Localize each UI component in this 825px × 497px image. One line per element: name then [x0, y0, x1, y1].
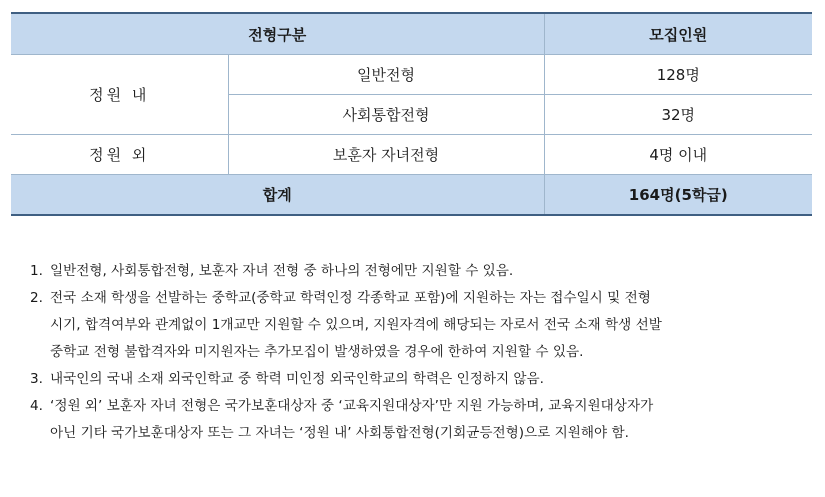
table-row — [11, 135, 812, 175]
header-count: 모집인원 — [544, 13, 812, 55]
note-number: 3. — [30, 371, 43, 387]
note-item — [30, 285, 820, 366]
group-label-outside-quota: 정원 외 — [11, 135, 228, 175]
note-line: 내국인의 국내 소재 외국인학교 중 학력 미인정 외국인학교의 학력은 인정하지 않음. — [50, 371, 545, 387]
header-category: 전형구분 — [11, 13, 544, 55]
notes-list — [30, 258, 820, 447]
table-total-row — [11, 175, 812, 216]
admission-type: 일반전형 — [228, 55, 544, 95]
total-label: 합계 — [11, 175, 544, 216]
table-header-row — [11, 13, 812, 55]
admission-type: 사회통합전형 — [228, 95, 544, 135]
note-line: 중학교 전형 불합격자와 미지원자는 추가모집이 발생하였을 경우에 한하여 지원할 수 있음. — [50, 344, 584, 360]
admission-count: 128명 — [544, 55, 812, 95]
group-label-inside-quota: 정원 내 — [11, 55, 228, 135]
note-text — [50, 366, 820, 393]
table-row — [11, 55, 812, 95]
admission-count: 32명 — [544, 95, 812, 135]
note-line: 아닌 기타 국가보훈대상자 또는 그 자녀는 ‘정원 내’ 사회통합전형(기회균등전형)으로 지원해야 함. — [50, 425, 629, 441]
note-number: 1. — [30, 263, 43, 279]
note-item — [30, 366, 820, 393]
note-line: 시기, 합격여부와 관계없이 1개교만 지원할 수 있으며, 지원자격에 해당되는 자로서 전국 소재 학생 선발 — [50, 317, 662, 333]
note-item — [30, 393, 820, 447]
total-count: 164명(5학급) — [544, 175, 812, 216]
note-number: 4. — [30, 398, 43, 414]
note-line: ‘정원 외’ 보훈자 자녀 전형은 국가보훈대상자 중 ‘교육지원대상자’만 지원 가능하며, 교육지원대상자가 — [50, 398, 654, 414]
admission-quota-table — [11, 12, 812, 216]
note-line: 일반전형, 사회통합전형, 보훈자 자녀 전형 중 하나의 전형에만 지원할 수 있음. — [50, 263, 514, 279]
admission-count: 4명 이내 — [544, 135, 812, 175]
note-item — [30, 258, 820, 285]
note-text — [50, 393, 820, 447]
note-text — [50, 258, 820, 285]
admission-type: 보훈자 자녀전형 — [228, 135, 544, 175]
note-text — [50, 285, 820, 366]
note-number: 2. — [30, 290, 43, 306]
note-line: 전국 소재 학생을 선발하는 중학교(중학교 학력인정 각종학교 포함)에 지원하는 자는 접수일시 및 전형 — [50, 290, 651, 306]
